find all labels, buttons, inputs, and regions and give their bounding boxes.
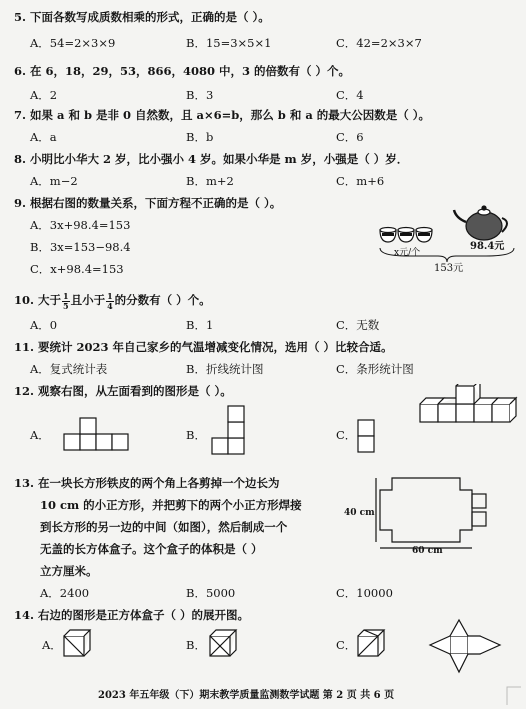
q13-line-2: 10 cm 的小正方形，并把剪下的两个小正方形焊接 [40, 498, 302, 512]
q14-option-b-label: B． [186, 638, 206, 652]
q5-option-b: B．15=3×5×1 [186, 36, 272, 50]
q9-pot-price-label: 98.4元 [470, 241, 505, 252]
q13-height-label: 40 cm [344, 508, 375, 518]
q14-stem: 14. 右边的图形是正方体盒子（ ）的展开图。 [14, 608, 250, 622]
q10-fraction-2: $\frac{1}{4}$ [107, 290, 113, 311]
q10-option-a: A．0 [30, 318, 58, 332]
q10-option-c: C．无数 [336, 318, 380, 332]
q10-stem-pre: 10. 大于 [14, 293, 62, 307]
q12-option-c-figure [356, 418, 376, 454]
q9-cup-price-label: x元/个 [394, 248, 421, 258]
q9-option-c: C．x+98.4=153 [30, 262, 124, 276]
q13-option-c: C．10000 [336, 586, 393, 600]
q10-stem [14, 288, 211, 312]
q6-option-b: B．3 [186, 88, 214, 102]
q5-option-c: C．42=2×3×7 [336, 36, 422, 50]
q12-option-a-figure [62, 416, 132, 452]
q11-option-a: A．复式统计表 [30, 362, 108, 376]
q12-option-a-label: A． [30, 428, 50, 442]
q8-option-c: C．m+6 [336, 174, 385, 188]
q9-stem: 9. 根据右图的数量关系，下面方程不正确的是（ ）。 [14, 196, 282, 210]
q14-option-c-label: C． [336, 638, 357, 652]
q13-line-3: 到长方形的另一边的中间（如图），然后制成一个 [40, 520, 288, 534]
q13-line-1: 13. 在一块长方形铁皮的两个角上各剪掉一个边长为 [14, 476, 280, 490]
q10-stem-mid: 且小于 [70, 293, 106, 307]
q13-line-5: 立方厘米。 [40, 564, 98, 578]
q14-option-a-cube [62, 628, 92, 658]
q12-option-b-label: B． [186, 428, 206, 442]
q8-option-b: B．m+2 [186, 174, 234, 188]
q7-option-b: B．b [186, 130, 214, 144]
q10-option-b: B．1 [186, 318, 214, 332]
q9-total-label: 153元 [434, 263, 464, 274]
q13-line-4: 无盖的长方体盒子。这个盒子的体积是（ ） [40, 542, 263, 556]
q12-option-b-figure [210, 404, 250, 456]
q13-option-b: B．5000 [186, 586, 236, 600]
q13-sheet-figure [372, 476, 498, 554]
q6-stem: 6. 在 6，18，29，53，866，4080 中，3 的倍数有（ ）个。 [14, 64, 351, 78]
q11-option-b: B．折线统计图 [186, 362, 264, 376]
q11-option-c: C．条形统计图 [336, 362, 414, 376]
q10-fraction-1: $\frac{1}{5}$ [63, 290, 69, 311]
q6-option-a: A．2 [30, 88, 58, 102]
q5-stem: 5. 下面各数写成质数相乘的形式，正确的是（ ）。 [14, 10, 270, 24]
q7-option-a: A．a [30, 130, 57, 144]
q10-stem-post: 的分数有（ ）个。 [114, 293, 211, 307]
q12-cube-stack-figure [418, 384, 524, 426]
q13-option-a: A．2400 [40, 586, 90, 600]
page-footer: 2023 年五年级（下）期末教学质量监测数学试题 第 2 页 共 6 页 [98, 690, 395, 701]
q6-option-c: C．4 [336, 88, 364, 102]
q9-option-b: B．3x=153−98.4 [30, 240, 131, 254]
q13-width-label: 60 cm [412, 546, 443, 556]
q8-stem: 8. 小明比小华大 2 岁，比小强小 4 岁。如果小华是 m 岁，小强是（ ）岁． [14, 152, 409, 166]
q14-option-a-label: A． [42, 638, 62, 652]
q14-option-c-cube [356, 628, 386, 658]
q7-stem: 7. 如果 a 和 b 是非 0 自然数，且 a×6=b，那么 b 和 a 的最大公因数是（ ）。 [14, 108, 431, 122]
q7-option-c: C．6 [336, 130, 364, 144]
q14-cube-net-figure [424, 614, 504, 678]
q12-option-c-label: C． [336, 428, 357, 442]
q14-option-b-cube [208, 628, 238, 658]
q11-stem: 11. 要统计 2023 年自己家乡的气温增减变化情况，选用（ ）比较合适。 [14, 340, 393, 354]
q5-option-a: A．54=2×3×9 [30, 36, 116, 50]
page-corner-mark [506, 686, 522, 706]
q12-stem: 12. 观察右图，从左面看到的图形是（ ）。 [14, 384, 232, 398]
q9-option-a: A．3x+98.4=153 [30, 218, 131, 232]
q8-option-a: A．m−2 [30, 174, 78, 188]
